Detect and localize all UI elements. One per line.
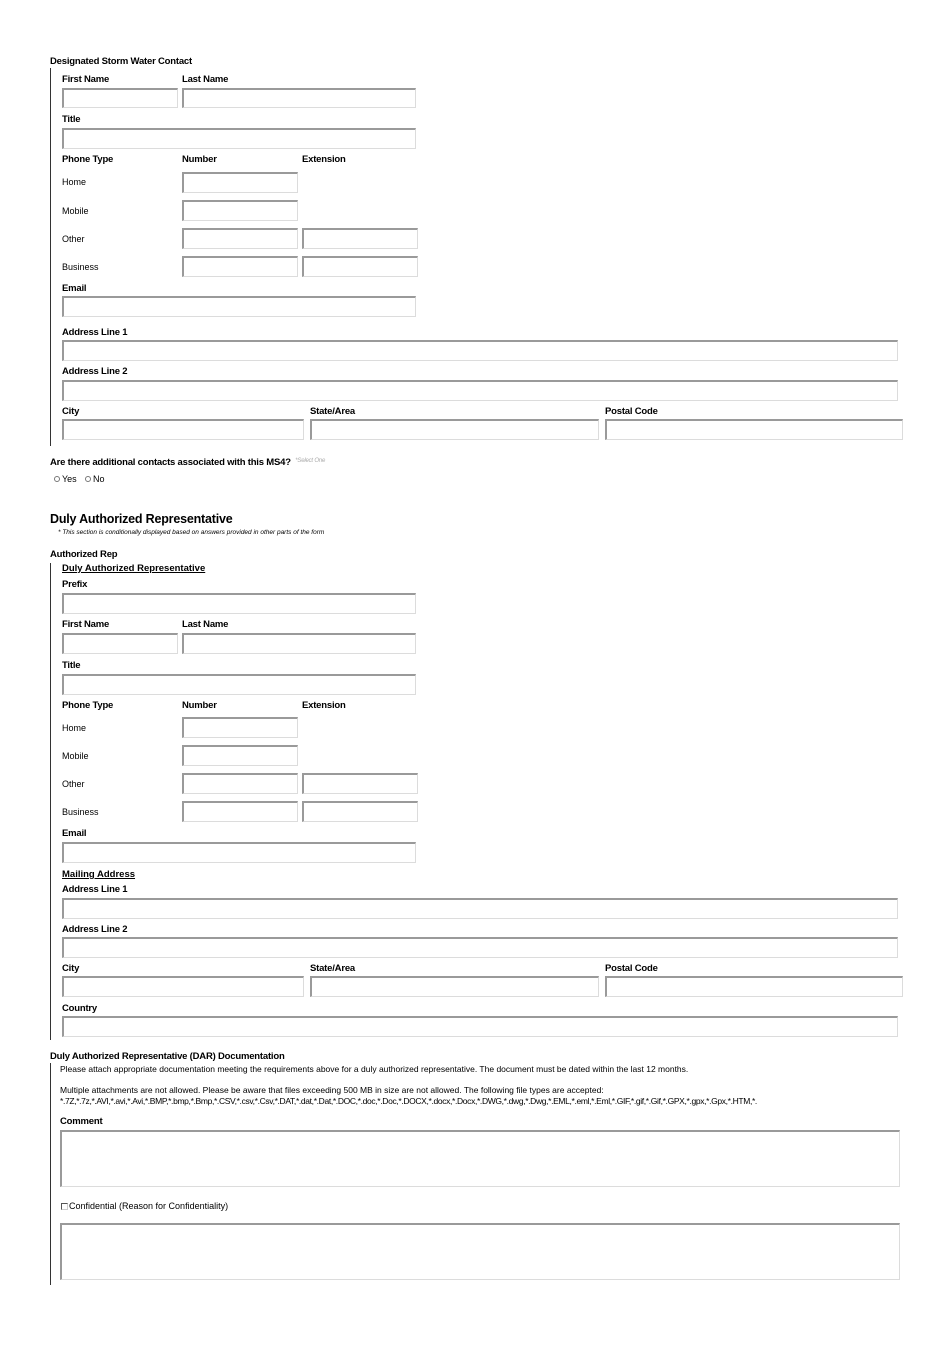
dar-subheading: Duly Authorized Representative bbox=[62, 563, 206, 574]
dar-last-name-input[interactable] bbox=[182, 633, 416, 654]
postal-input[interactable] bbox=[605, 419, 903, 440]
prefix-label: Prefix bbox=[62, 579, 88, 590]
dar-city-label: City bbox=[62, 963, 80, 974]
country-label: Country bbox=[62, 1003, 98, 1014]
dar-number-label: Number bbox=[182, 700, 217, 711]
dar-first-name-label: First Name bbox=[62, 619, 110, 630]
dar-address2-label: Address Line 2 bbox=[62, 924, 128, 935]
no-radio[interactable] bbox=[85, 476, 91, 482]
yes-option[interactable] bbox=[54, 474, 77, 484]
additional-contacts-question bbox=[50, 457, 325, 468]
mobile-number-input[interactable] bbox=[182, 200, 298, 221]
email-label: Email bbox=[62, 283, 87, 294]
email-input[interactable] bbox=[62, 296, 416, 317]
address2-input[interactable] bbox=[62, 380, 898, 401]
dar-home-label: Home bbox=[62, 723, 87, 733]
other-label: Other bbox=[62, 234, 85, 244]
section-border-contact bbox=[50, 68, 51, 446]
mailing-address-heading: Mailing Address bbox=[62, 869, 136, 880]
dar-email-label: Email bbox=[62, 828, 87, 839]
comment-textarea[interactable] bbox=[60, 1130, 900, 1187]
last-name-input[interactable] bbox=[182, 88, 416, 108]
dar-city-input[interactable] bbox=[62, 976, 304, 997]
dar-address1-input[interactable] bbox=[62, 898, 898, 919]
contact-heading: Designated Storm Water Contact bbox=[50, 56, 192, 67]
no-label: No bbox=[93, 474, 105, 484]
authorized-rep-label: Authorized Rep bbox=[50, 549, 118, 560]
dar-other-extension-input[interactable] bbox=[302, 773, 418, 794]
dar-title-input[interactable] bbox=[62, 674, 416, 695]
dar-title: Duly Authorized Representative bbox=[50, 512, 233, 526]
other-extension-input[interactable] bbox=[302, 228, 418, 249]
home-label: Home bbox=[62, 177, 87, 187]
dar-conditional-note: * This section is conditionally displayed based on answers provided in other parts of the form bbox=[58, 529, 325, 536]
extension-label: Extension bbox=[302, 154, 346, 165]
last-name-label: Last Name bbox=[182, 74, 229, 85]
other-number-input[interactable] bbox=[182, 228, 298, 249]
business-label: Business bbox=[62, 262, 99, 272]
number-label: Number bbox=[182, 154, 217, 165]
attachment-note: Multiple attachments are not allowed. Please be aware that files exceeding 500 MB in size are not allowed. The following file types are accepted: bbox=[60, 1085, 604, 1095]
confidential-checkbox[interactable] bbox=[61, 1203, 68, 1210]
dar-home-number-input[interactable] bbox=[182, 717, 298, 738]
select-one-hint: *Select One bbox=[295, 458, 326, 464]
dar-address1-label: Address Line 1 bbox=[62, 884, 128, 895]
postal-label: Postal Code bbox=[605, 406, 658, 417]
address1-label: Address Line 1 bbox=[62, 327, 128, 338]
section-border-doc bbox=[50, 1063, 51, 1285]
dar-documentation-heading: Duly Authorized Representative (DAR) Documentation bbox=[50, 1051, 285, 1062]
dar-extension-label: Extension bbox=[302, 700, 346, 711]
dar-last-name-label: Last Name bbox=[182, 619, 229, 630]
accepted-file-types: *.7Z,*.7z,*.AVI,*.avi,*.Avi,*.BMP,*.bmp,*.Bmp,*.CSV,*.csv,*.Csv,*.DAT,*.dat,*.Dat,*.DOC,*.doc,*.Doc,*.DOCX,*.docx,*.Docx,*.DWG,*.dwg,*.Dwg,*.EML,*.eml,*.Eml,*.GIF,*.gif,*.Gif,*.GPX,*.gpx,*.Gpx,*.HTM,*. bbox=[60, 1096, 757, 1106]
business-extension-input[interactable] bbox=[302, 256, 418, 277]
confidential-reason-textarea[interactable] bbox=[60, 1223, 900, 1280]
mobile-label: Mobile bbox=[62, 206, 89, 216]
dar-first-name-input[interactable] bbox=[62, 633, 178, 654]
dar-business-number-input[interactable] bbox=[182, 801, 298, 822]
confidential-label: Confidential (Reason for Confidentiality) bbox=[69, 1201, 229, 1211]
dar-business-label: Business bbox=[62, 807, 99, 817]
business-number-input[interactable] bbox=[182, 256, 298, 277]
dar-title-label: Title bbox=[62, 660, 81, 671]
state-input[interactable] bbox=[310, 419, 599, 440]
address1-input[interactable] bbox=[62, 340, 898, 361]
state-label: State/Area bbox=[310, 406, 355, 417]
dar-other-number-input[interactable] bbox=[182, 773, 298, 794]
dar-postal-label: Postal Code bbox=[605, 963, 658, 974]
yes-label: Yes bbox=[62, 474, 77, 484]
no-option[interactable] bbox=[85, 474, 105, 484]
country-input[interactable] bbox=[62, 1016, 898, 1037]
first-name-input[interactable] bbox=[62, 88, 178, 108]
city-label: City bbox=[62, 406, 80, 417]
dar-mobile-label: Mobile bbox=[62, 751, 89, 761]
dar-email-input[interactable] bbox=[62, 842, 416, 863]
dar-address2-input[interactable] bbox=[62, 937, 898, 958]
phone-type-label: Phone Type bbox=[62, 154, 114, 165]
confidential-option[interactable] bbox=[61, 1201, 228, 1211]
title-label: Title bbox=[62, 114, 81, 125]
yes-radio[interactable] bbox=[54, 476, 60, 482]
title-input[interactable] bbox=[62, 128, 416, 149]
comment-label: Comment bbox=[60, 1116, 103, 1127]
first-name-label: First Name bbox=[62, 74, 110, 85]
section-border-dar bbox=[50, 563, 51, 1040]
address2-label: Address Line 2 bbox=[62, 366, 128, 377]
dar-state-input[interactable] bbox=[310, 976, 599, 997]
dar-state-label: State/Area bbox=[310, 963, 355, 974]
dar-postal-input[interactable] bbox=[605, 976, 903, 997]
documentation-instructions: Please attach appropriate documentation meeting the requirements above for a duly authorized representative. The document must be dated within the last 12 months. bbox=[60, 1064, 689, 1074]
city-input[interactable] bbox=[62, 419, 304, 440]
dar-mobile-number-input[interactable] bbox=[182, 745, 298, 766]
dar-other-label: Other bbox=[62, 779, 85, 789]
dar-business-extension-input[interactable] bbox=[302, 801, 418, 822]
prefix-input[interactable] bbox=[62, 593, 416, 614]
additional-question-text: Are there additional contacts associated with this MS4? bbox=[50, 457, 291, 468]
dar-phone-type-label: Phone Type bbox=[62, 700, 114, 711]
home-number-input[interactable] bbox=[182, 172, 298, 193]
